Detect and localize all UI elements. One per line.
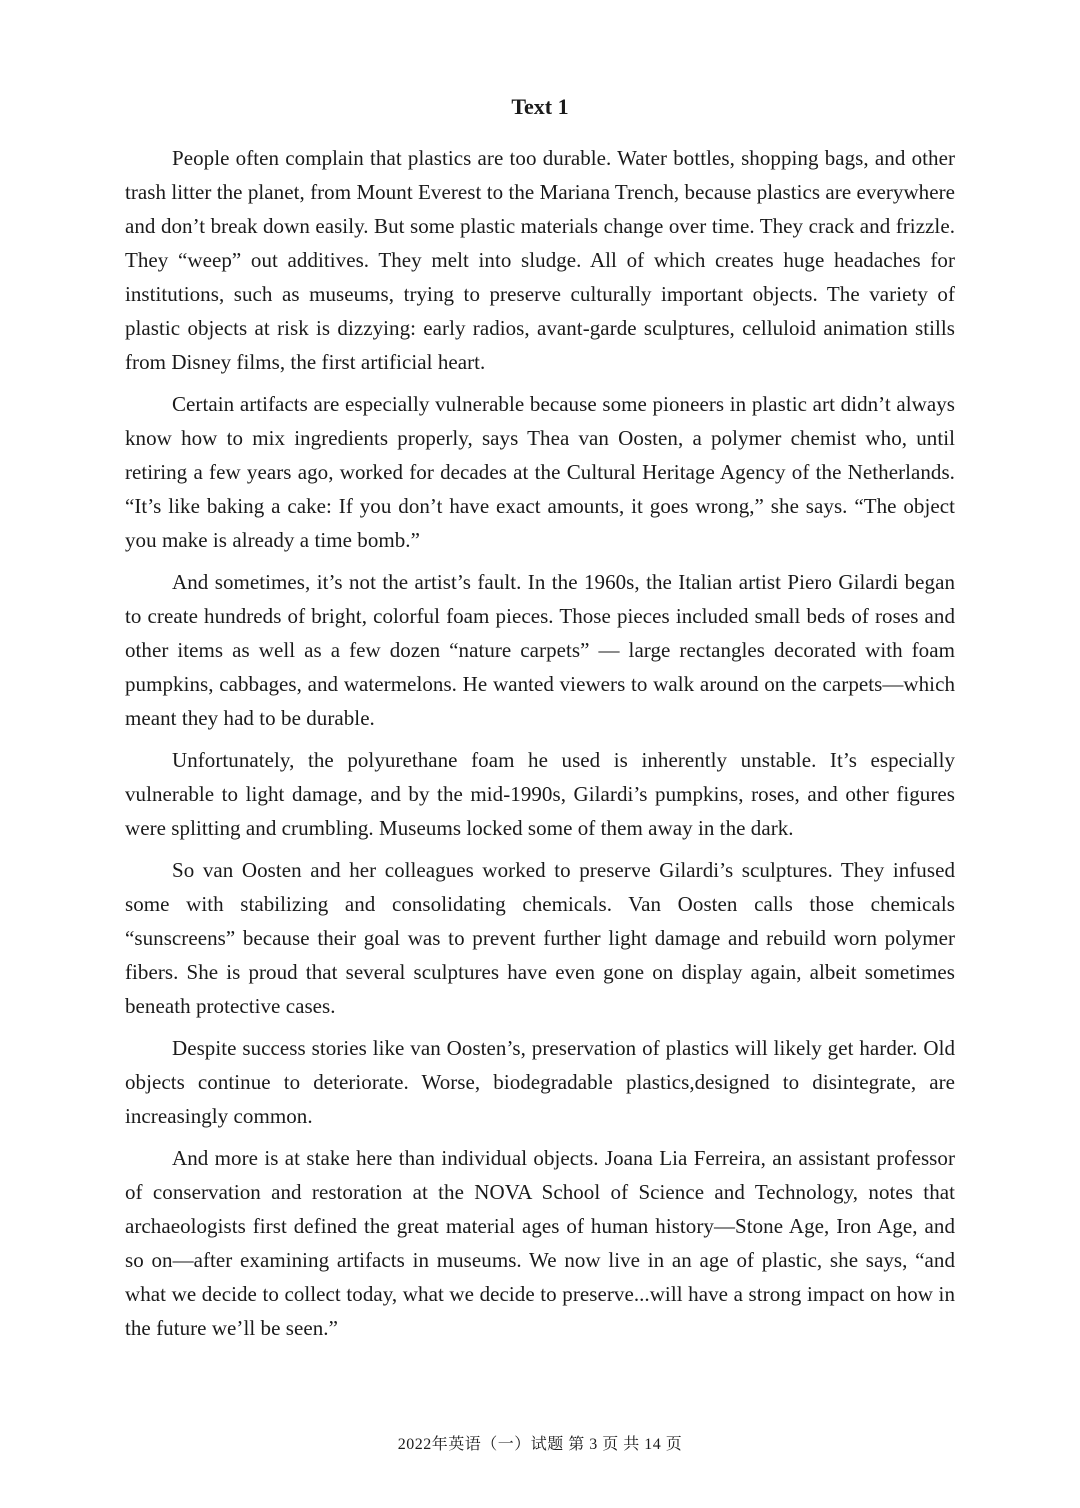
paragraph-6: Despite success stories like van Oosten’s, preservation of plastics will likely get harder. Old objects continue to deteriorate. Worse, biodegradable plastics,designed to disintegrate, are increasingly common. bbox=[125, 1036, 955, 1128]
paragraph-5: So van Oosten and her colleagues worked to preserve Gilardi’s sculptures. They infused some with stabilizing and consolidating chemicals. Van Oosten calls those chemicals “sunscreens” because their goal was to prevent further light damage and rebuild worn polymer fibers. She is proud that several sculptures have even gone on display again, albeit sometimes beneath protective cases. bbox=[125, 858, 955, 1018]
paragraph-2: Certain artifacts are especially vulnerable because some pioneers in plastic art didn’t always know how to mix ingredients properly, says Thea van Oosten, a polymer chemist who, until retiring a few years ago, worked for decades at the Cultural Heritage Agency of the Netherlands. “It’s like baking a cake: If you don’t have exact amounts, it goes wrong,” she says. “The object you make is already a time bomb.” bbox=[125, 392, 955, 552]
paragraph-4: Unfortunately, the polyurethane foam he used is inherently unstable. It’s especially vulnerable to light damage, and by the mid-1990s, Gilardi’s pumpkins, roses, and other figures were splitting and crumbling. Museums locked some of them away in the dark. bbox=[125, 748, 955, 840]
paragraph-7: And more is at stake here than individual objects. Joana Lia Ferreira, an assistant professor of conservation and restoration at the NOVA School of Science and Technology, notes that archaeologists first defined the great material ages of human history—Stone Age, Iron Age, and so on—after examining artifacts in museums. We now live in an age of plastic, she says, “and what we decide to collect today, what we decide to preserve...will have a strong impact on how in the future we’ll be seen.” bbox=[125, 1146, 955, 1340]
page-footer: 2022年英语（一）试题 第 3 页 共 14 页 bbox=[397, 1436, 683, 1453]
paragraph-3: And sometimes, it’s not the artist’s fault. In the 1960s, the Italian artist Piero Gilardi began to create hundreds of bright, colorful foam pieces. Those pieces included small beds of roses and other items as well as a few dozen “nature carpets” — large rectangles decorated with foam pumpkins, cabbages, and watermelons. He wanted viewers to walk around on the carpets—which meant they had to be durable. bbox=[125, 570, 955, 730]
text-title: Text 1 bbox=[511, 94, 569, 119]
passage-body bbox=[125, 141, 955, 1353]
paragraph-1: People often complain that plastics are too durable. Water bottles, shopping bags, and other trash litter the planet, from Mount Everest to the Mariana Trench, because plastics are everywhere and don’t break down easily. But some plastic materials change over time. They crack and frizzle. They “weep” out additives. They melt into sludge. All of which creates huge headaches for institutions, such as museums, trying to preserve culturally important objects. The variety of plastic objects at risk is dizzying: early radios, avant-garde sculptures, celluloid animation stills from Disney films, the first artificial heart. bbox=[125, 146, 955, 374]
